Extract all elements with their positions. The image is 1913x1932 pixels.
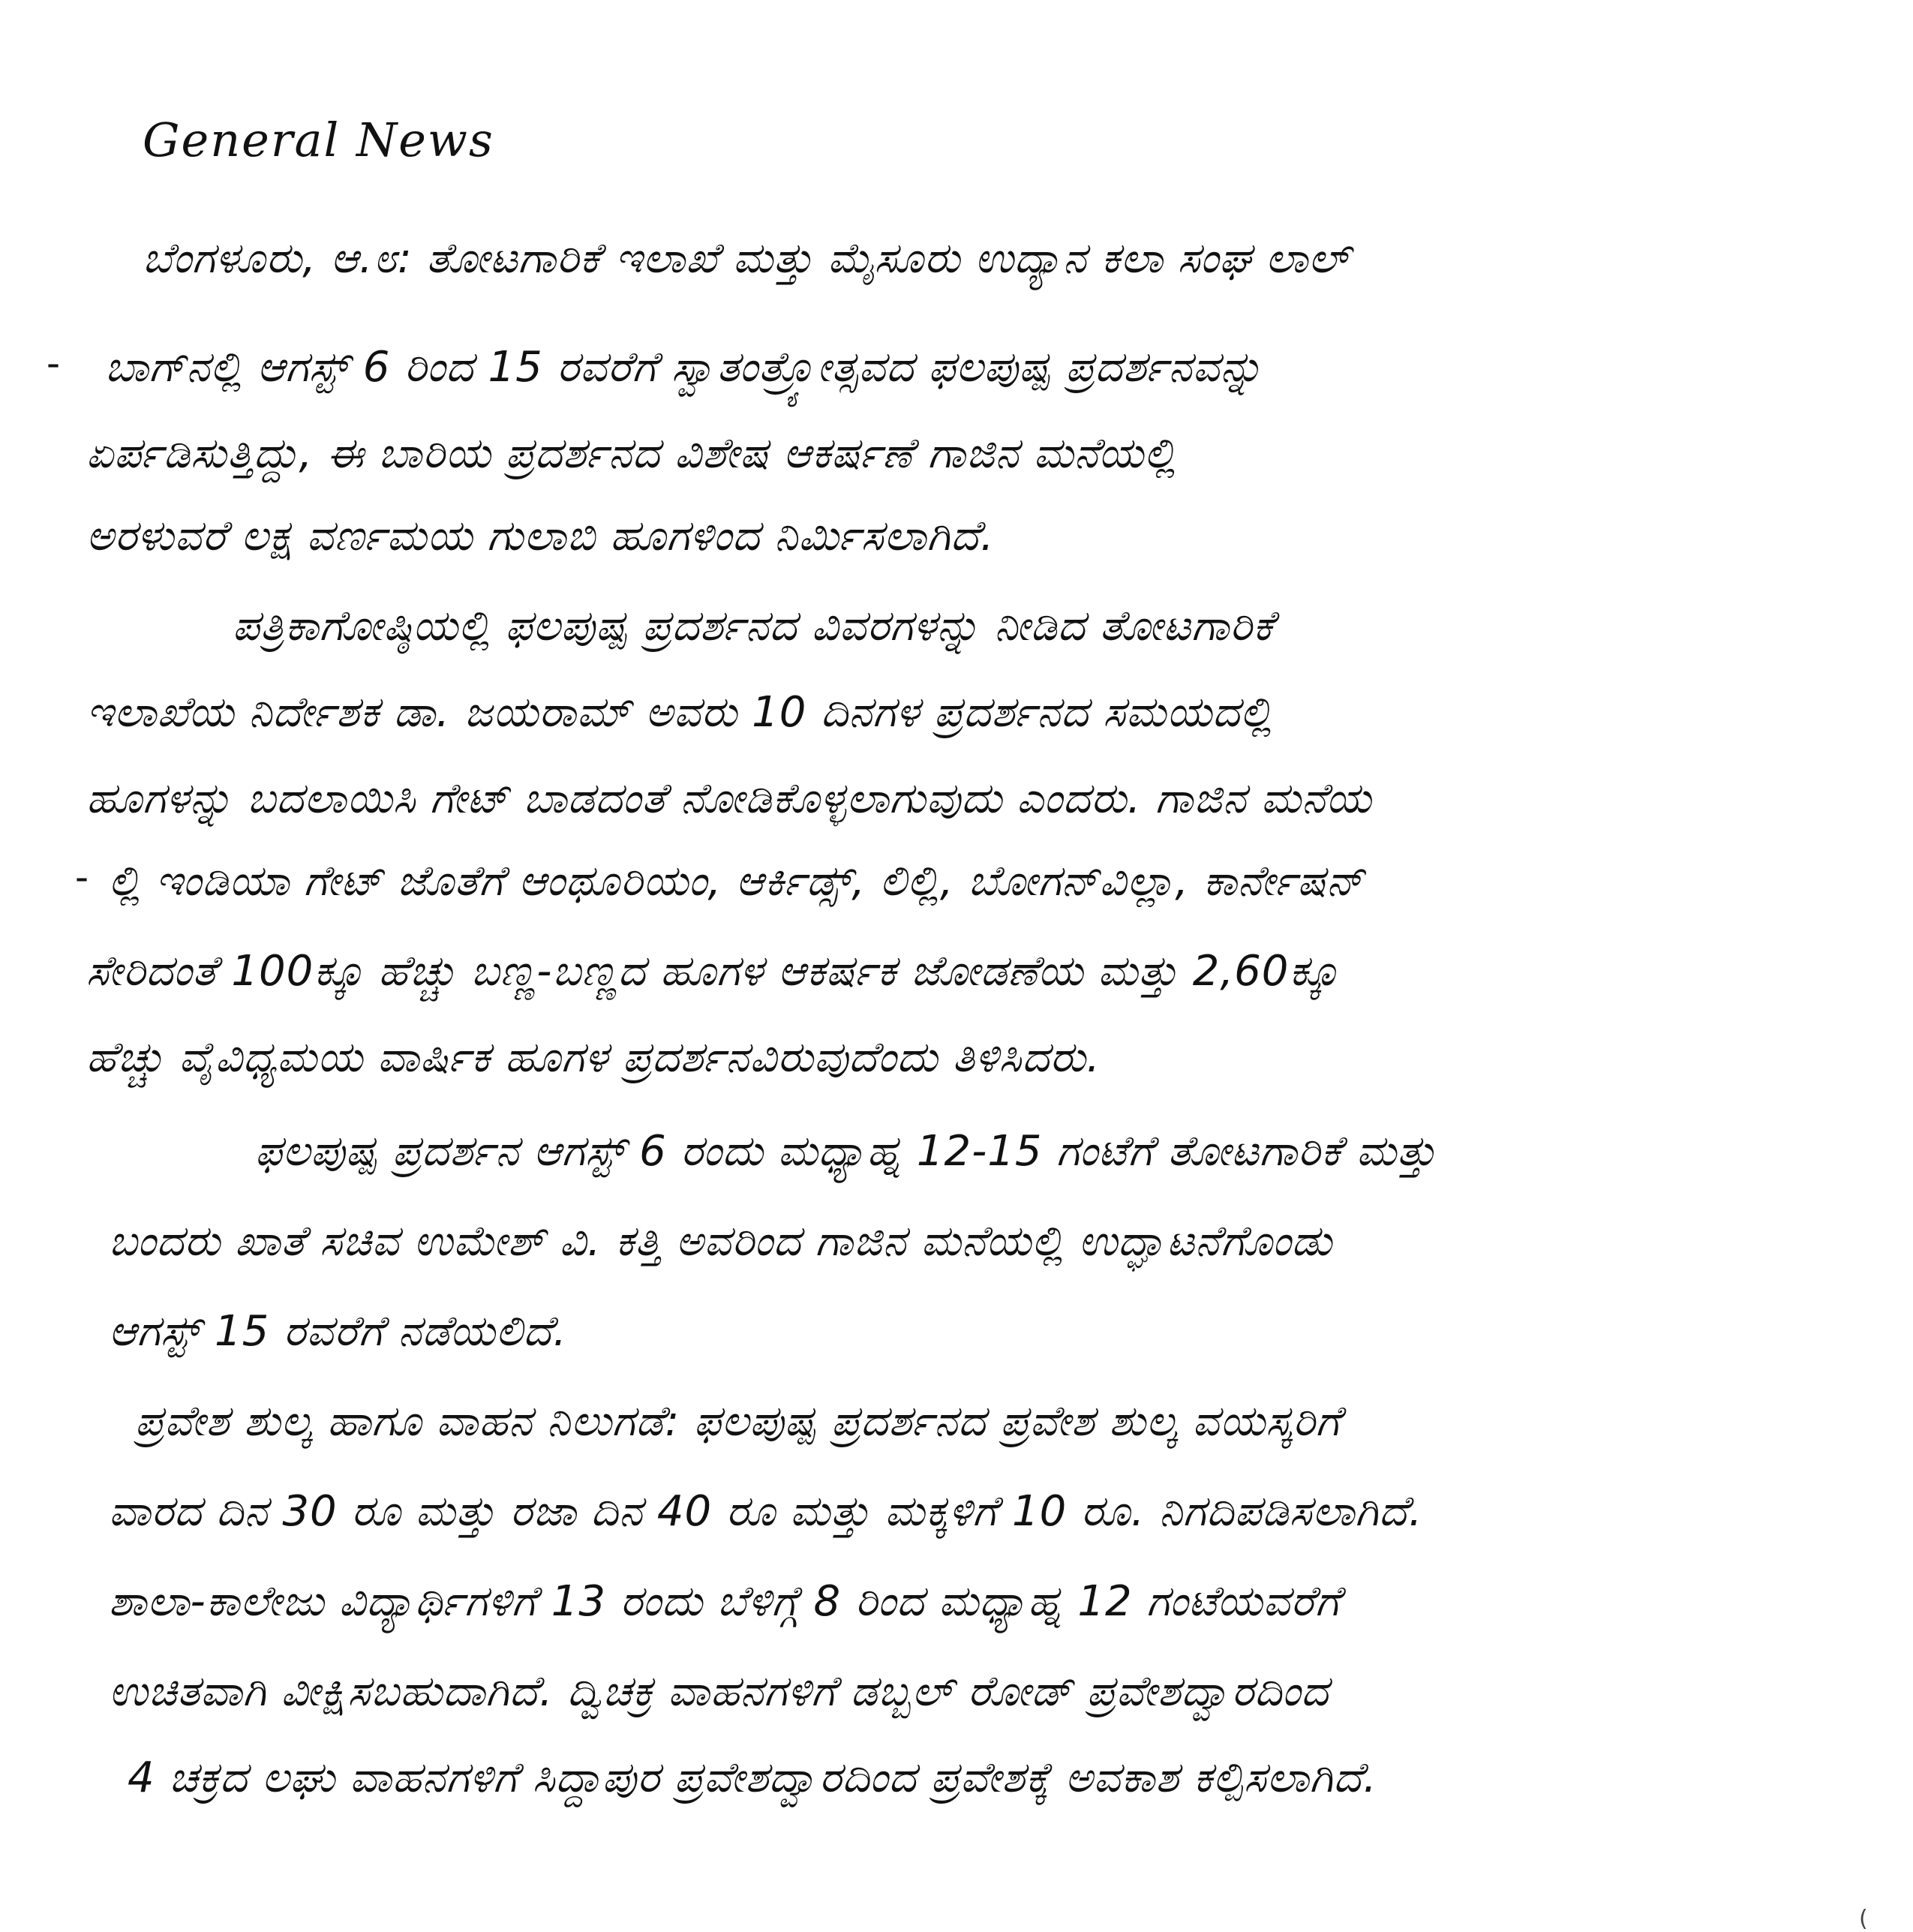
text-line: ಅರಳುವರೆ ಲಕ್ಷ ವರ್ಣಮಯ ಗುಲಾಬಿ ಹೂಗಳಿಂದ ನಿರ್ಮಿಸಲಾಗಿದೆ. <box>86 512 995 560</box>
text-line: ಬಂದರು ಖಾತೆ ಸಚಿವ ಉಮೇಶ್ ವಿ. ಕತ್ತಿ ಅವರಿಂದ ಗಾಜಿನ ಮನೆಯಲ್ಲಿ ಉದ್ಘಾಟನೆಗೊಂಡು <box>109 1217 1333 1266</box>
page-heading: General News <box>143 113 494 167</box>
text-line: ಇಲಾಖೆಯ ನಿರ್ದೇಶಕ ಡಾ. ಜಯರಾಮ್ ಅವರು 10 ದಿನಗಳ ಪ್ರದರ್ಶನದ ಸಮಯದಲ್ಲಿ <box>86 688 1273 737</box>
text-line: ಶಾಲಾ-ಕಾಲೇಜು ವಿದ್ಯಾರ್ಥಿಗಳಿಗೆ 13 ರಂದು ಬೆಳಿಗ್ಗೆ 8 ರಿಂದ ಮಧ್ಯಾಹ್ನ 12 ಗಂಟೆಯವರೆಗೆ <box>109 1577 1341 1626</box>
margin-dash: - <box>75 855 89 899</box>
text-line: ಪ್ರವೇಶ ಶುಲ್ಕ ಹಾಗೂ ವಾಹನ ನಿಲುಗಡೆ: ಫಲಪುಷ್ಪ ಪ್ರದರ್ಶನದ ಪ್ರವೇಶ ಶುಲ್ಕ ವಯಸ್ಕರಿಗೆ <box>135 1397 1341 1446</box>
text-line: ಫಲಪುಷ್ಪ ಪ್ರದರ್ಶನ ಆಗಸ್ಟ್ 6 ರಂದು ಮಧ್ಯಾಹ್ನ 12-15 ಗಂಟೆಗೆ ತೋಟಗಾರಿಕೆ ಮತ್ತು <box>255 1127 1437 1176</box>
text-line: 4 ಚಕ್ರದ ಲಘು ವಾಹನಗಳಿಗೆ ಸಿದ್ದಾಪುರ ಪ್ರವೇಶದ್ವಾರದಿಂದ ಪ್ರವೇಶಕ್ಕೆ ಅವಕಾಶ ಕಲ್ಪಿಸಲಾಗಿದೆ. <box>128 1753 1377 1802</box>
text-line: ವಾರದ ದಿನ 30 ರೂ ಮತ್ತು ರಜಾ ದಿನ 40 ರೂ ಮತ್ತು ಮಕ್ಕಳಿಗೆ 10 ರೂ. ನಿಗದಿಪಡಿಸಲಾಗಿದೆ. <box>109 1487 1423 1536</box>
text-line: ಬೆಂಗಳೂರು, ಆ.೮: ತೋಟಗಾರಿಕೆ ಇಲಾಖೆ ಮತ್ತು ಮೈಸೂರು ಉದ್ಯಾನ ಕಲಾ ಸಂಘ ಲಾಲ್ <box>143 234 1350 283</box>
text-line: ಹೆಚ್ಚು ವೈವಿಧ್ಯಮಯ ವಾರ್ಷಿಕ ಹೂಗಳ ಪ್ರದರ್ಶನವಿರುವುದೆಂದು ತಿಳಿಸಿದರು. <box>86 1033 1101 1082</box>
text-line: ಆಗಸ್ಟ್ 15 ರವರೆಗೆ ನಡೆಯಲಿದೆ. <box>109 1307 567 1356</box>
text-line: ಪತ್ರಿಕಾಗೋಷ್ಠಿಯಲ್ಲಿ ಫಲಪುಷ್ಪ ಪ್ರದರ್ಶನದ ವಿವರಗಳನ್ನು ನೀಡಿದ ತೋಟಗಾರಿಕೆ <box>233 602 1275 651</box>
corner-mark: ( <box>1859 1906 1868 1932</box>
text-line: ಲ್ಲಿ ಇಂಡಿಯಾ ಗೇಟ್ ಜೊತೆಗೆ ಆಂಥೂರಿಯಂ, ಆರ್ಕಿಡ್ಸ್, ಲಿಲ್ಲಿ, ಬೋಗನ್‌ವಿಲ್ಲಾ, ಕಾರ್ನೇಷನ್ <box>109 857 1365 906</box>
text-line: ಬಾಗ್‌ನಲ್ಲಿ ಆಗಸ್ಟ್ 6 ರಿಂದ 15 ರವರೆಗೆ ಸ್ವಾತಂತ್ರ್ಯೋತ್ಸವದ ಫಲಪುಷ್ಪ ಪ್ರದರ್ಶನವನ್ನು <box>105 343 1264 392</box>
text-line: ಹೂಗಳನ್ನು ಬದಲಾಯಿಸಿ ಗೇಟ್ ಬಾಡದಂತೆ ನೋಡಿಕೊಳ್ಳಲಾಗುವುದು ಎಂದರು. ಗಾಜಿನ ಮನೆಯ <box>86 774 1372 823</box>
text-line: ಸೇರಿದಂತೆ 100ಕ್ಕೂ ಹೆಚ್ಚು ಬಣ್ಣ-ಬಣ್ಣದ ಹೂಗಳ ಆಕರ್ಷಕ ಜೋಡಣೆಯ ಮತ್ತು 2,60ಕ್ಕೂ <box>86 947 1340 996</box>
margin-dash: - <box>47 341 61 385</box>
text-line: ಉಚಿತವಾಗಿ ವೀಕ್ಷಿಸಬಹುದಾಗಿದೆ. ದ್ವಿಚಕ್ರ ವಾಹನಗಳಿಗೆ ಡಬ್ಬಲ್ ರೋಡ್ ಪ್ರವೇಶದ್ವಾರದಿಂದ <box>109 1667 1329 1716</box>
text-line: ಏರ್ಪಡಿಸುತ್ತಿದ್ದು, ಈ ಬಾರಿಯ ಪ್ರದರ್ಶನದ ವಿಶೇಷ ಆಕರ್ಷಣೆ ಗಾಜಿನ ಮನೆಯಲ್ಲಿ <box>86 429 1177 478</box>
